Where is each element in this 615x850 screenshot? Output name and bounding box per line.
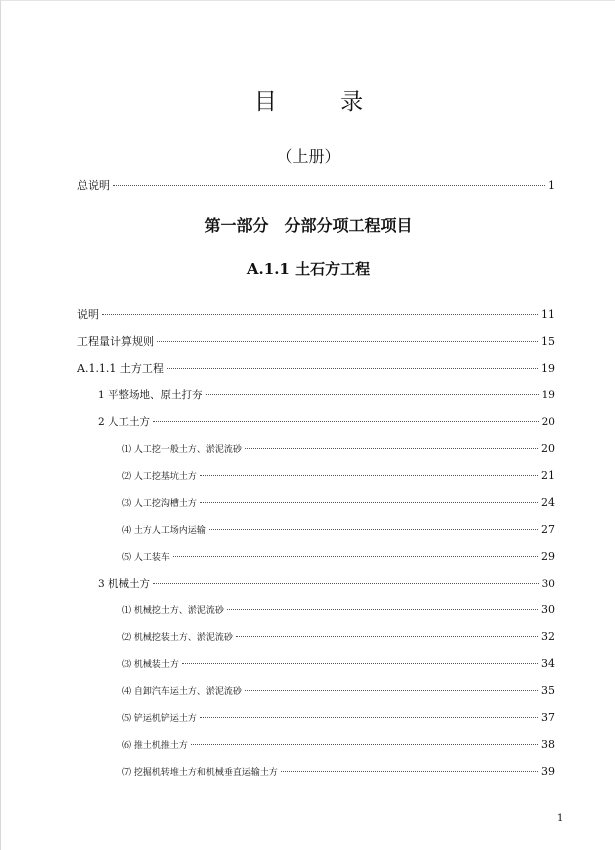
toc-entry-label: ⑶ 机械装土方: [122, 660, 179, 670]
toc-entry[interactable]: [122, 765, 555, 778]
toc-entry-page: 11: [541, 308, 555, 321]
toc-entry[interactable]: [77, 333, 555, 349]
dot-leader: [191, 744, 538, 745]
toc-entry-label: ⑶ 人工挖沟槽土方: [122, 499, 197, 509]
dot-leader: [173, 556, 538, 557]
toc-entry[interactable]: [122, 657, 555, 670]
toc-entry-general-note[interactable]: [77, 177, 555, 193]
toc-entry-label: ⑴ 机械挖土方、淤泥流砂: [122, 606, 224, 616]
toc-entry-label: 2 人工土方: [98, 416, 151, 428]
toc-entry-page: 1: [548, 179, 555, 192]
dot-leader: [200, 717, 538, 718]
toc-entry[interactable]: [122, 711, 555, 724]
part-heading: 第一部分 分部分项工程项目: [204, 216, 413, 235]
dot-leader: [206, 394, 539, 395]
dot-leader: [182, 663, 538, 664]
toc-entry-label: ⑵ 人工挖基坑土方: [122, 472, 197, 482]
toc-entry[interactable]: [77, 306, 555, 322]
toc-entry-page: 38: [541, 738, 555, 751]
dot-leader: [167, 368, 538, 369]
toc-entry[interactable]: [122, 469, 555, 482]
toc-entry-page: 37: [541, 711, 555, 724]
volume-subtitle: （上册）: [276, 147, 341, 166]
dot-leader: [245, 448, 538, 449]
toc-entry[interactable]: [122, 523, 555, 536]
dot-leader: [200, 502, 538, 503]
page-number: 1: [557, 813, 564, 824]
toc-entry-page: 32: [541, 630, 555, 643]
dot-leader: [157, 341, 538, 342]
dot-leader: [236, 636, 538, 637]
toc-entry-page: 19: [541, 389, 555, 401]
toc-entry-page: 20: [541, 416, 555, 428]
toc-entry-label: 工程量计算规则: [77, 335, 154, 348]
toc-entry-page: 30: [541, 578, 555, 590]
toc-entry-label: 1 平整场地、原土打夯: [98, 389, 203, 401]
toc-entry-page: 39: [541, 765, 555, 778]
toc-entry[interactable]: [98, 576, 555, 591]
toc-entry[interactable]: [122, 738, 555, 751]
toc-entry-label: ⑸ 铲运机铲运土方: [122, 714, 197, 724]
toc-entry[interactable]: [98, 387, 555, 402]
toc-entry-page: 19: [541, 362, 555, 375]
dot-leader: [102, 314, 538, 315]
toc-entry-page: 29: [541, 550, 555, 563]
toc-entry-label: ⑵ 机械挖装土方、淤泥流砂: [122, 633, 233, 643]
toc-entry-label: ⑷ 土方人工场内运输: [122, 526, 206, 536]
toc-entry-label: 说明: [77, 308, 99, 321]
toc-entry[interactable]: [122, 630, 555, 643]
dot-leader: [113, 185, 545, 186]
dot-leader: [153, 583, 539, 584]
toc-entry-label: 总说明: [77, 179, 110, 192]
dot-leader: [200, 475, 538, 476]
toc-entry-page: 34: [541, 657, 555, 670]
dot-leader: [209, 529, 538, 530]
toc-entry-label: ⑹ 推土机推土方: [122, 741, 188, 751]
toc-entry-page: 24: [541, 496, 555, 509]
dot-leader: [245, 690, 538, 691]
dot-leader: [227, 609, 538, 610]
toc-entry-page: 15: [541, 335, 555, 348]
toc-title: 目 录: [253, 89, 392, 115]
toc-entry-page: 35: [541, 684, 555, 697]
toc-entry-page: 30: [541, 603, 555, 616]
toc-entry-page: 21: [541, 469, 555, 482]
toc-entry[interactable]: [122, 684, 555, 697]
toc-entry-label: ⑷ 自卸汽车运土方、淤泥流砂: [122, 687, 242, 697]
section-heading: A.1.1 土石方工程: [246, 260, 371, 278]
toc-entry-page: 27: [541, 523, 555, 536]
toc-entry-label: 3 机械土方: [98, 578, 151, 590]
toc-entry[interactable]: [122, 550, 555, 563]
dot-leader: [281, 771, 538, 772]
toc-entry-label: A.1.1.1 土方工程: [77, 362, 164, 375]
toc-entry[interactable]: [122, 442, 555, 455]
toc-entry[interactable]: [122, 496, 555, 509]
toc-entry-label: ⑴ 人工挖一般土方、淤泥流砂: [122, 445, 242, 455]
dot-leader: [153, 421, 539, 422]
toc-entry[interactable]: [98, 414, 555, 429]
toc-entry[interactable]: [122, 603, 555, 616]
toc-entry-label: ⑸ 人工装车: [122, 553, 170, 563]
toc-entry-label: ⑺ 挖掘机转堆土方和机械垂直运输土方: [122, 768, 278, 778]
toc-entry[interactable]: [77, 360, 555, 376]
toc-entry-page: 20: [541, 442, 555, 455]
